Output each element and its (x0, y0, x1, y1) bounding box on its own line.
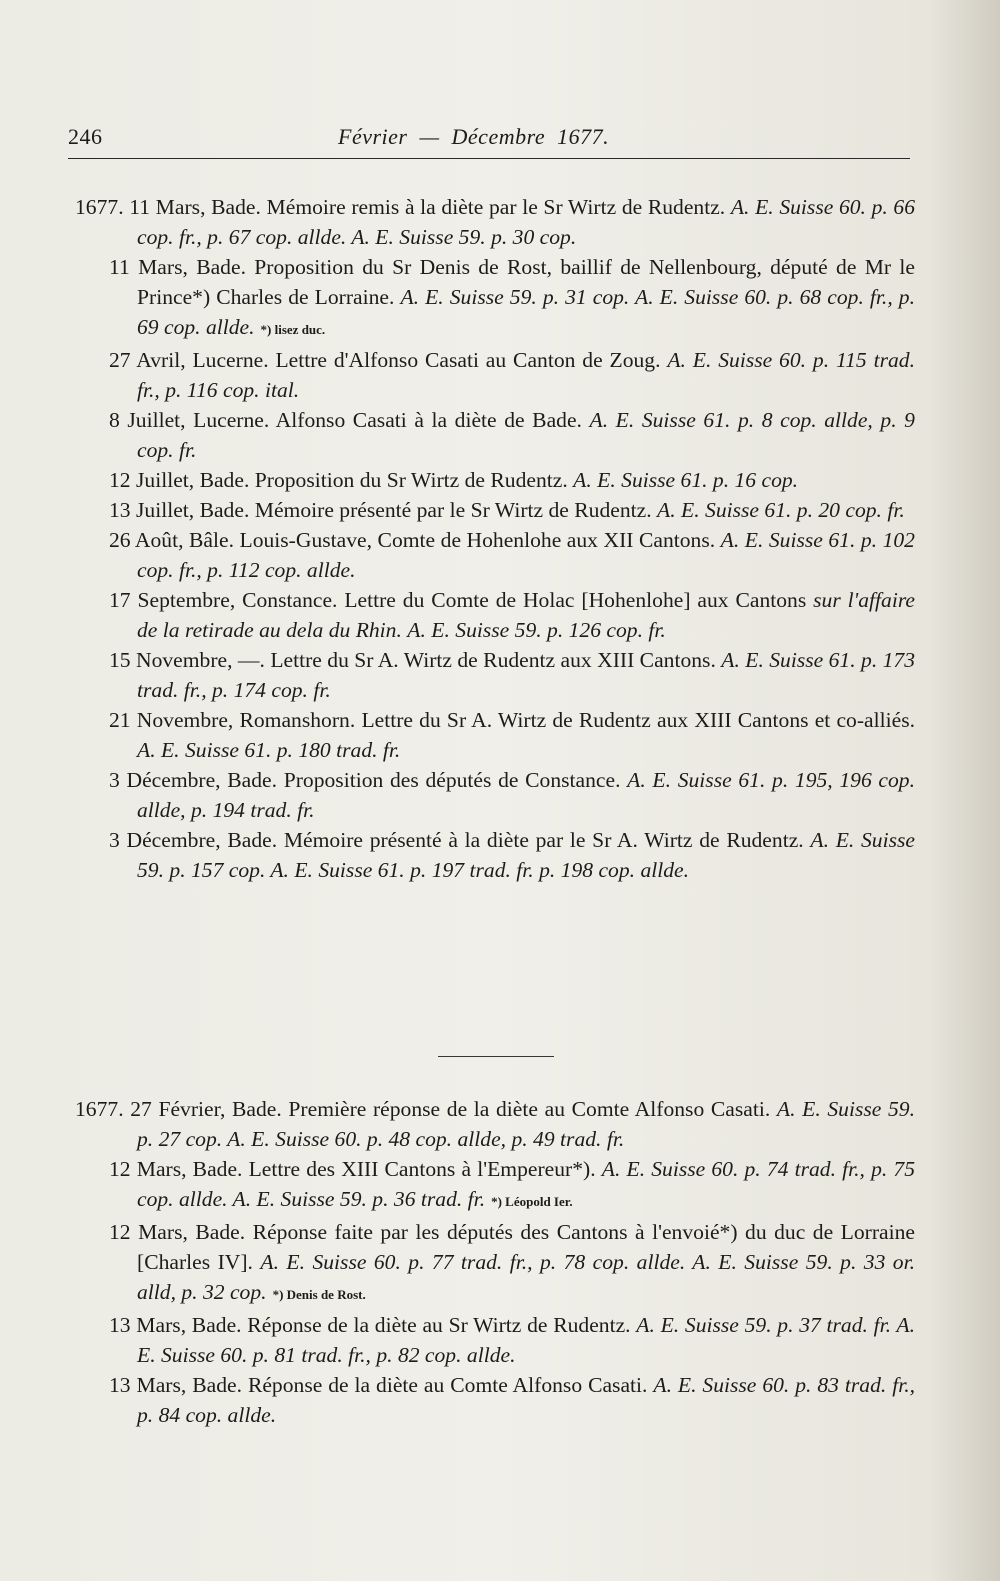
entry-text: Mémoire présenté par le Sr Wirtz de Rudentz. (254, 498, 652, 522)
entry-date: 11 Mars, Bade. (129, 195, 261, 219)
entry-references: A. E. Suisse 60. p. 115 trad. fr., p. 116 cop. ital. (137, 348, 915, 402)
entry-text: Réponse de la diète au Comte Alfonso Casati. (247, 1373, 648, 1397)
list-item (75, 345, 915, 405)
entry-references: A. E. Suisse 60. p. 66 cop. fr., p. 67 cop. allde. A. E. Suisse 59. p. 30 cop. (137, 195, 916, 249)
entry-date: 11 Mars, Bade. (109, 255, 246, 279)
entry-year: 1677. (75, 195, 124, 219)
page-header (68, 124, 910, 159)
entry-references: A. E. Suisse 61. p. 16 cop. (573, 468, 799, 492)
entry-footnote: *) lisez duc. (260, 322, 326, 337)
entry-references: A. E. Suisse 60. p. 83 trad. fr., p. 84 cop. allde. (137, 1373, 916, 1427)
list-item (75, 705, 915, 765)
list-item (75, 1217, 915, 1310)
entry-date: 3 Décembre, Bade. (109, 768, 278, 792)
entry-references: A. E. Suisse 59. p. 126 cop. fr. (407, 618, 666, 642)
entry-text: Lettre des XIII Cantons à l'Empereur*). (248, 1157, 596, 1181)
entry-text: Lettre du Sr A. Wirtz de Rudentz aux XIII Cantons. (270, 648, 716, 672)
entry-date: 12 Juillet, Bade. (109, 468, 250, 492)
entry-references: A. E. Suisse 61. p. 173 trad. fr., p. 174 cop. fr. (137, 648, 916, 702)
entry-references: A. E. Suisse 61. p. 20 cop. fr. (657, 498, 905, 522)
entry-text: Proposition du Sr Denis de Rost, baillif de Nellenbourg, député de Mr le Prince*) Charles de Lorraine. (137, 255, 916, 309)
entry-date: 3 Décembre, Bade. (109, 828, 278, 852)
entries-section-1 (75, 192, 915, 885)
entry-date: 13 Mars, Bade. (109, 1313, 242, 1337)
entry-text: Proposition des députés de Constance. (283, 768, 621, 792)
entry-references: A. E. Suisse 60. p. 74 trad. fr., p. 75 cop. allde. A. E. Suisse 59. p. 36 trad. fr. (137, 1157, 916, 1211)
list-item (75, 1094, 915, 1154)
list-item (75, 825, 915, 885)
page-number: 246 (68, 124, 103, 149)
entries-section-2 (75, 1094, 915, 1430)
section-separator (438, 1056, 554, 1057)
entry-date: 12 Mars, Bade. (109, 1157, 243, 1181)
entry-text: Mémoire remis à la diète par le Sr Wirtz de Rudentz. (266, 195, 726, 219)
entry-references: A. E. Suisse 61. p. 102 cop. fr., p. 112 cop. allde. (137, 528, 915, 582)
entry-date: 12 Mars, Bade. (109, 1220, 246, 1244)
list-item (75, 1310, 915, 1370)
entry-references: A. E. Suisse 59. p. 157 cop. A. E. Suisse 61. p. 197 trad. fr. p. 198 cop. allde. (137, 828, 915, 882)
entry-text: Réponse de la diète au Sr Wirtz de Rudentz. (247, 1313, 631, 1337)
list-item (75, 525, 915, 585)
list-item (75, 765, 915, 825)
entry-text: Lettre d'Alfonso Casati au Canton de Zoug. (275, 348, 661, 372)
entry-date: 27 Avril, Lucerne. (109, 348, 269, 372)
entry-footnote: *) Denis de Rost. (272, 1287, 366, 1302)
entry-references: A. E. Suisse 59. p. 27 cop. A. E. Suisse 60. p. 48 cop. allde, p. 49 trad. fr. (137, 1097, 915, 1151)
entry-text: Mémoire présenté à la diète par le Sr A. Wirtz de Rudentz. (283, 828, 804, 852)
list-item (75, 1370, 915, 1430)
entry-subject: sur l'affaire de la retirade au dela du Rhin. (137, 588, 916, 642)
list-item (75, 252, 915, 345)
running-title: Février — Décembre 1677. (338, 124, 610, 149)
entry-text: Louis-Gustave, Comte de Hohenlohe aux XII Cantons. (239, 528, 716, 552)
entry-references: A. E. Suisse 61. p. 195, 196 cop. allde, p. 194 trad. fr. (137, 768, 915, 822)
entry-references: A. E. Suisse 59. p. 31 cop. A. E. Suisse 60. p. 68 cop. fr., p. 69 cop. allde. (137, 285, 915, 339)
entry-references: A. E. Suisse 61. p. 180 trad. fr. (137, 738, 401, 762)
list-item (75, 192, 915, 252)
list-item (75, 495, 915, 525)
entry-references: A. E. Suisse 59. p. 37 trad. fr. A. E. Suisse 60. p. 81 trad. fr., p. 82 cop. allde. (137, 1313, 915, 1367)
entry-text: Lettre du Comte de Holac [Hohenlohe] aux Cantons (344, 588, 807, 612)
entry-text: Proposition du Sr Wirtz de Rudentz. (254, 468, 568, 492)
entry-footnote: *) Léopold Ier. (491, 1194, 573, 1209)
list-item (75, 1154, 915, 1217)
entry-date: 27 Février, Bade. (130, 1097, 282, 1121)
entry-date: 8 Juillet, Lucerne. (109, 408, 270, 432)
entry-text: Réponse faite par les députés des Cantons à l'envoié*) du duc de Lorraine [Charles IV]. (137, 1220, 916, 1274)
entry-date: 26 Août, Bâle. (109, 528, 234, 552)
entry-text: Alfonso Casati à la diète de Bade. (275, 408, 582, 432)
entry-date: 13 Mars, Bade. (109, 1373, 242, 1397)
list-item (75, 585, 915, 645)
entry-text: Lettre du Sr A. Wirtz de Rudentz aux XIII Cantons et co-alliés. (361, 708, 915, 732)
entry-text: Première réponse de la diète au Comte Alfonso Casati. (288, 1097, 771, 1121)
entry-date: 17 Septembre, Constance. (109, 588, 338, 612)
entry-date: 21 Novembre, Romanshorn. (109, 708, 356, 732)
list-item (75, 465, 915, 495)
entry-references: A. E. Suisse 61. p. 8 cop. allde, p. 9 cop. fr. (137, 408, 915, 462)
list-item (75, 405, 915, 465)
entry-date: 15 Novembre, —. (109, 648, 265, 672)
entry-year: 1677. (75, 1097, 124, 1121)
entry-references: A. E. Suisse 60. p. 77 trad. fr., p. 78 cop. allde. A. E. Suisse 59. p. 33 or. alld, p. 32 cop. (137, 1250, 915, 1304)
list-item (75, 645, 915, 705)
entry-date: 13 Juillet, Bade. (109, 498, 250, 522)
